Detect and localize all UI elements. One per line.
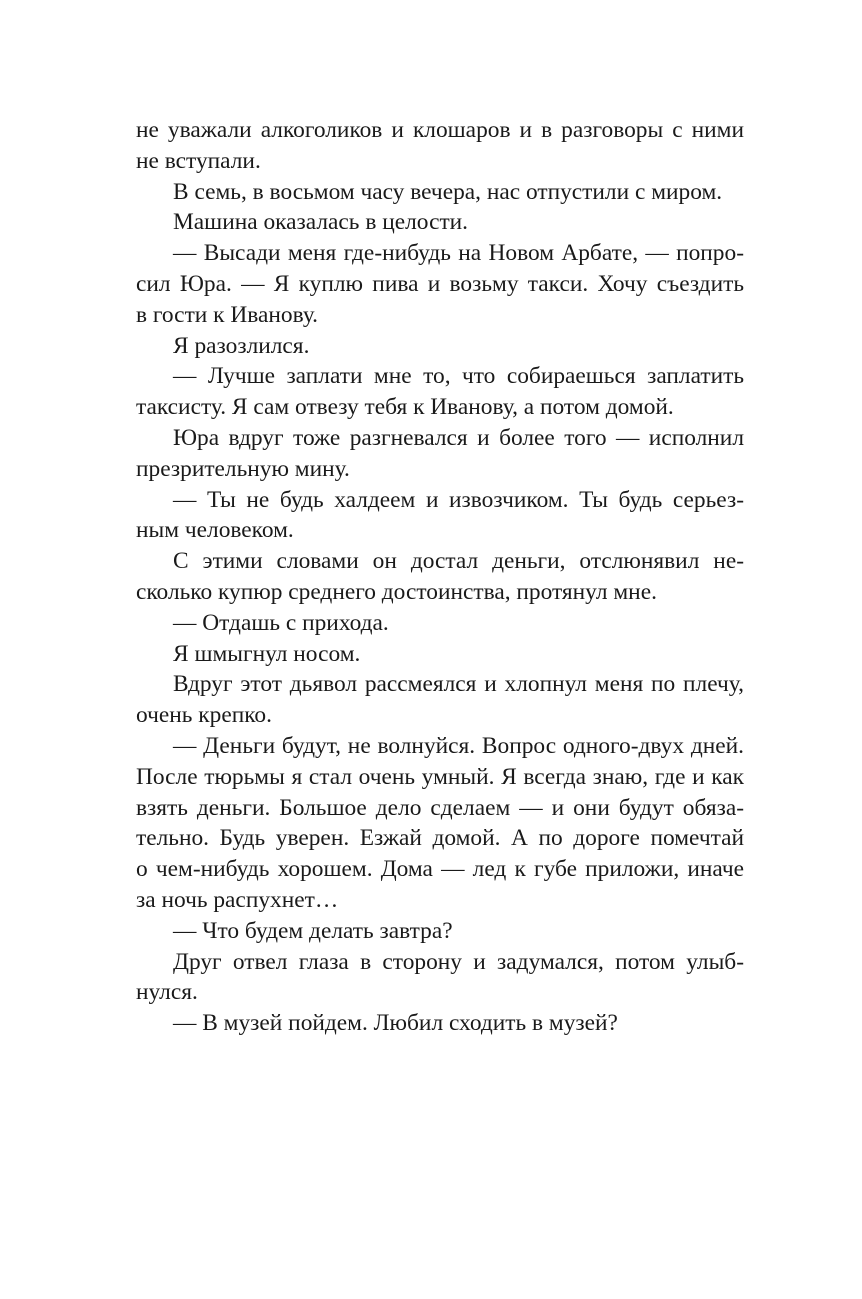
text-line: — В музей пойдем. Любил сходить в музей?: [173, 1010, 618, 1037]
text-line: — Высади меня где-нибудь на Новом Арбате, — попро-: [173, 240, 744, 267]
text-line: презрительную мину.: [136, 455, 350, 482]
text-line: После тюрьмы я стал очень умный. Я всегда знаю, где и как: [136, 763, 744, 790]
text-line: Юра вдруг тоже разгневался и более того — исполнил: [173, 424, 744, 451]
text-line: в гости к Иванову.: [136, 301, 319, 328]
text-line: Я шмыгнул носом.: [173, 640, 361, 667]
text-line: тельно. Будь уверен. Езжай домой. А по дороге помечтай: [136, 825, 744, 852]
text-line: ным человеком.: [136, 517, 294, 544]
text-line: — Отдашь с прихода.: [173, 609, 389, 636]
text-line: — Что будем делать завтра?: [173, 917, 453, 944]
text-line: за ночь распухнет…: [136, 886, 339, 913]
text-line: Машина оказалась в целости.: [173, 209, 469, 236]
text-line: — Деньги будут, не волнуйся. Вопрос одного-двух дней.: [173, 732, 744, 759]
text-line: о чем-нибудь хорошем. Дома — лед к губе приложи, иначе: [136, 856, 744, 883]
text-line: В семь, в восьмом часу вечера, нас отпустили с миром.: [173, 178, 723, 205]
text-line: сколько купюр среднего достоинства, протянул мне.: [136, 578, 657, 605]
text-line: таксисту. Я сам отвезу тебя к Иванову, а потом домой.: [136, 394, 674, 421]
book-page-text: [136, 115, 744, 1039]
text-line: — Лучше заплати мне то, что собираешься заплатить: [173, 363, 744, 390]
text-line: сил Юра. — Я куплю пива и возьму такси. Хочу съездить: [136, 270, 744, 297]
text-line: Вдруг этот дьявол рассмеялся и хлопнул меня по плечу,: [173, 671, 744, 698]
text-line: не уважали алкоголиков и клошаров и в разговоры с ними: [136, 117, 744, 143]
text-line: Я разозлился.: [173, 332, 310, 359]
text-line: нулся.: [136, 979, 198, 1006]
text-line: не вступали.: [136, 147, 261, 174]
text-line: Друг отвел глаза в сторону и задумался, потом улыб-: [173, 948, 744, 975]
text-line: взять деньги. Большое дело сделаем — и они будут обяза-: [136, 794, 744, 821]
text-line: С этими словами он достал деньги, отслюнявил не-: [173, 548, 744, 575]
text-line: очень крепко.: [136, 702, 272, 729]
text-line: — Ты не будь халдеем и извозчиком. Ты будь серьез-: [173, 486, 744, 513]
